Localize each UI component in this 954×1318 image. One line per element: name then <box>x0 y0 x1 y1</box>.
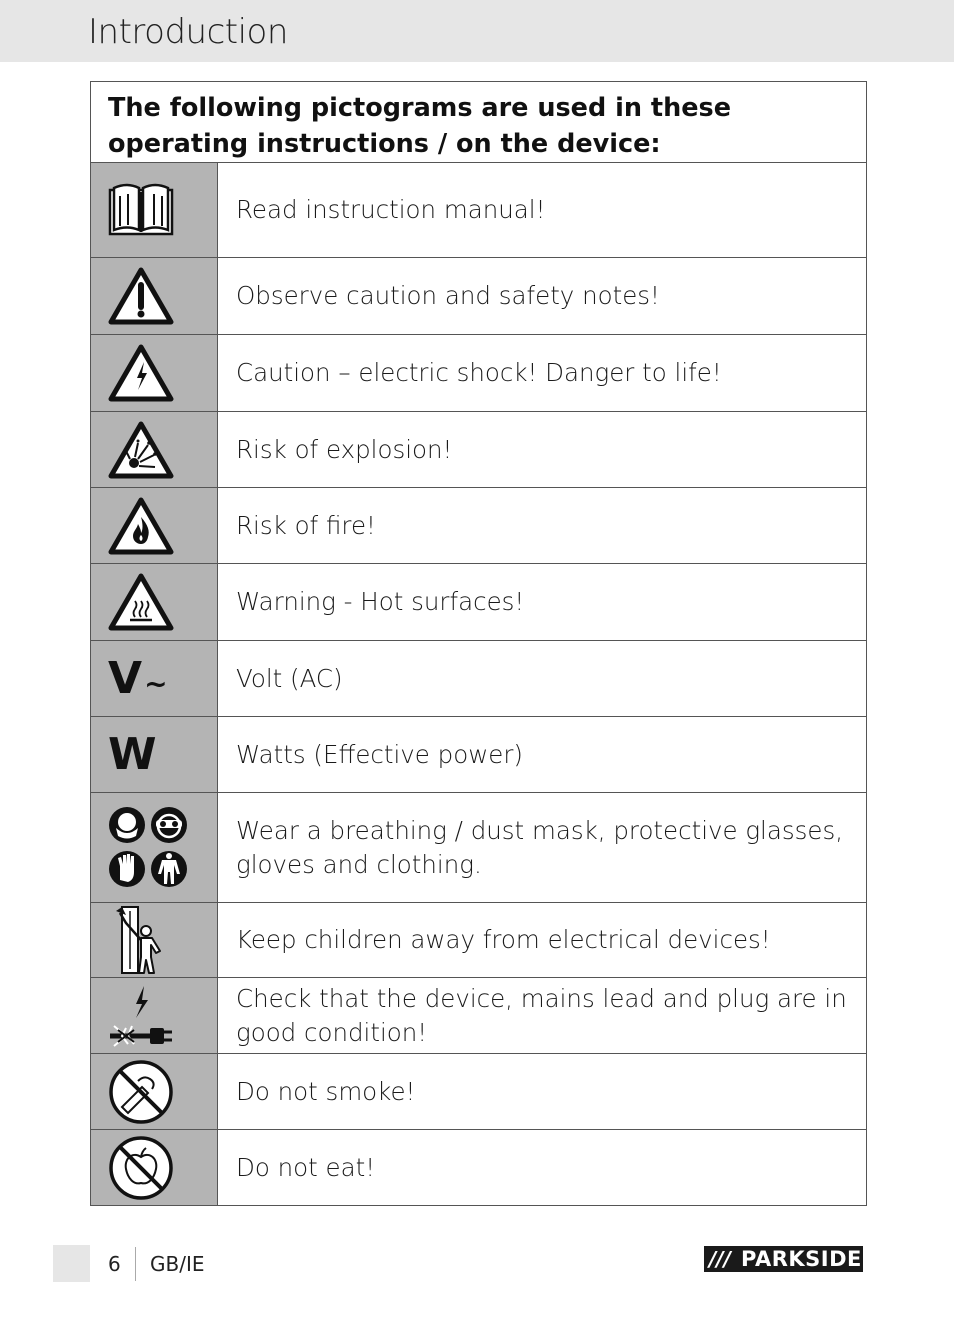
warning-exclamation-icon <box>108 267 174 325</box>
icon-cell <box>91 978 218 1053</box>
protective-clothing-icon <box>151 851 187 887</box>
gloves-icon <box>109 851 145 887</box>
icon-cell <box>91 717 218 792</box>
logo-slashes: /// <box>709 1247 731 1271</box>
table-row <box>91 488 866 564</box>
table-row <box>91 793 866 903</box>
table-row <box>91 1054 866 1130</box>
watts-symbol: W <box>108 729 157 780</box>
page-title: Introduction <box>88 12 288 52</box>
pictogram-table <box>90 81 867 1206</box>
icon-cell <box>91 903 218 977</box>
damaged-cable-icon <box>108 984 174 1048</box>
page-header <box>0 0 954 62</box>
table-row <box>91 903 866 978</box>
table-caption: The following pictograms are used in these operating instructions / on the device: <box>91 82 866 163</box>
no-eating-icon <box>108 1135 174 1201</box>
electric-shock-warning-icon <box>108 344 174 402</box>
region-label: GB/IE <box>150 1252 205 1276</box>
table-row <box>91 258 866 335</box>
row-text: Risk of explosion! <box>236 434 453 464</box>
table-row <box>91 163 866 258</box>
logo-text: PARKSIDE <box>741 1247 862 1271</box>
volt-symbol: V <box>108 653 143 704</box>
icon-cell <box>91 1130 218 1205</box>
table-row <box>91 978 866 1054</box>
table-row <box>91 641 866 717</box>
icon-cell <box>91 1054 218 1129</box>
table-row <box>91 1130 866 1206</box>
page-number: 6 <box>108 1252 121 1276</box>
row-text: Do not eat! <box>236 1152 376 1182</box>
icon-cell <box>91 641 218 716</box>
hot-surface-warning-icon <box>108 573 174 631</box>
ppe-icons <box>108 806 190 890</box>
fire-warning-icon <box>108 497 174 555</box>
row-text: Caution – electric shock! Danger to life! <box>236 358 722 387</box>
table-row <box>91 564 866 641</box>
child-safety-icon <box>108 905 168 975</box>
book-icon <box>108 182 174 238</box>
row-text: Risk of fire! <box>236 510 376 540</box>
icon-cell <box>91 412 218 487</box>
row-text: Keep children away from electrical devices! <box>236 925 771 954</box>
row-text: Wear a breathing / dust mask, protective glasses, gloves and clothing. <box>236 815 844 879</box>
safety-glasses-icon <box>151 807 187 843</box>
ac-symbol: ~ <box>144 667 168 700</box>
icon-cell <box>91 163 218 257</box>
dust-mask-icon <box>109 807 145 843</box>
parkside-logo <box>704 1246 863 1272</box>
footer-marker <box>53 1245 90 1282</box>
footer-divider <box>135 1247 136 1281</box>
icon-cell <box>91 335 218 411</box>
row-text: Do not smoke! <box>236 1076 416 1106</box>
no-smoking-icon <box>108 1059 174 1125</box>
row-text: Warning - Hot surfaces! <box>236 587 525 616</box>
icon-cell <box>91 564 218 640</box>
volt-ac-symbol <box>108 653 168 704</box>
table-row <box>91 335 866 412</box>
row-text: Observe caution and safety notes! <box>236 281 660 310</box>
icon-cell <box>91 488 218 563</box>
table-row <box>91 717 866 793</box>
icon-cell <box>91 258 218 334</box>
row-text: Check that the device, mains lead and plug are in good condition! <box>236 983 847 1047</box>
table-row <box>91 412 866 488</box>
row-text: Read instruction manual! <box>236 195 546 224</box>
row-text: Volt (AC) <box>236 663 343 693</box>
row-text: Watts (Effective power) <box>236 739 523 769</box>
explosion-warning-icon <box>108 421 174 479</box>
icon-cell <box>91 793 218 902</box>
